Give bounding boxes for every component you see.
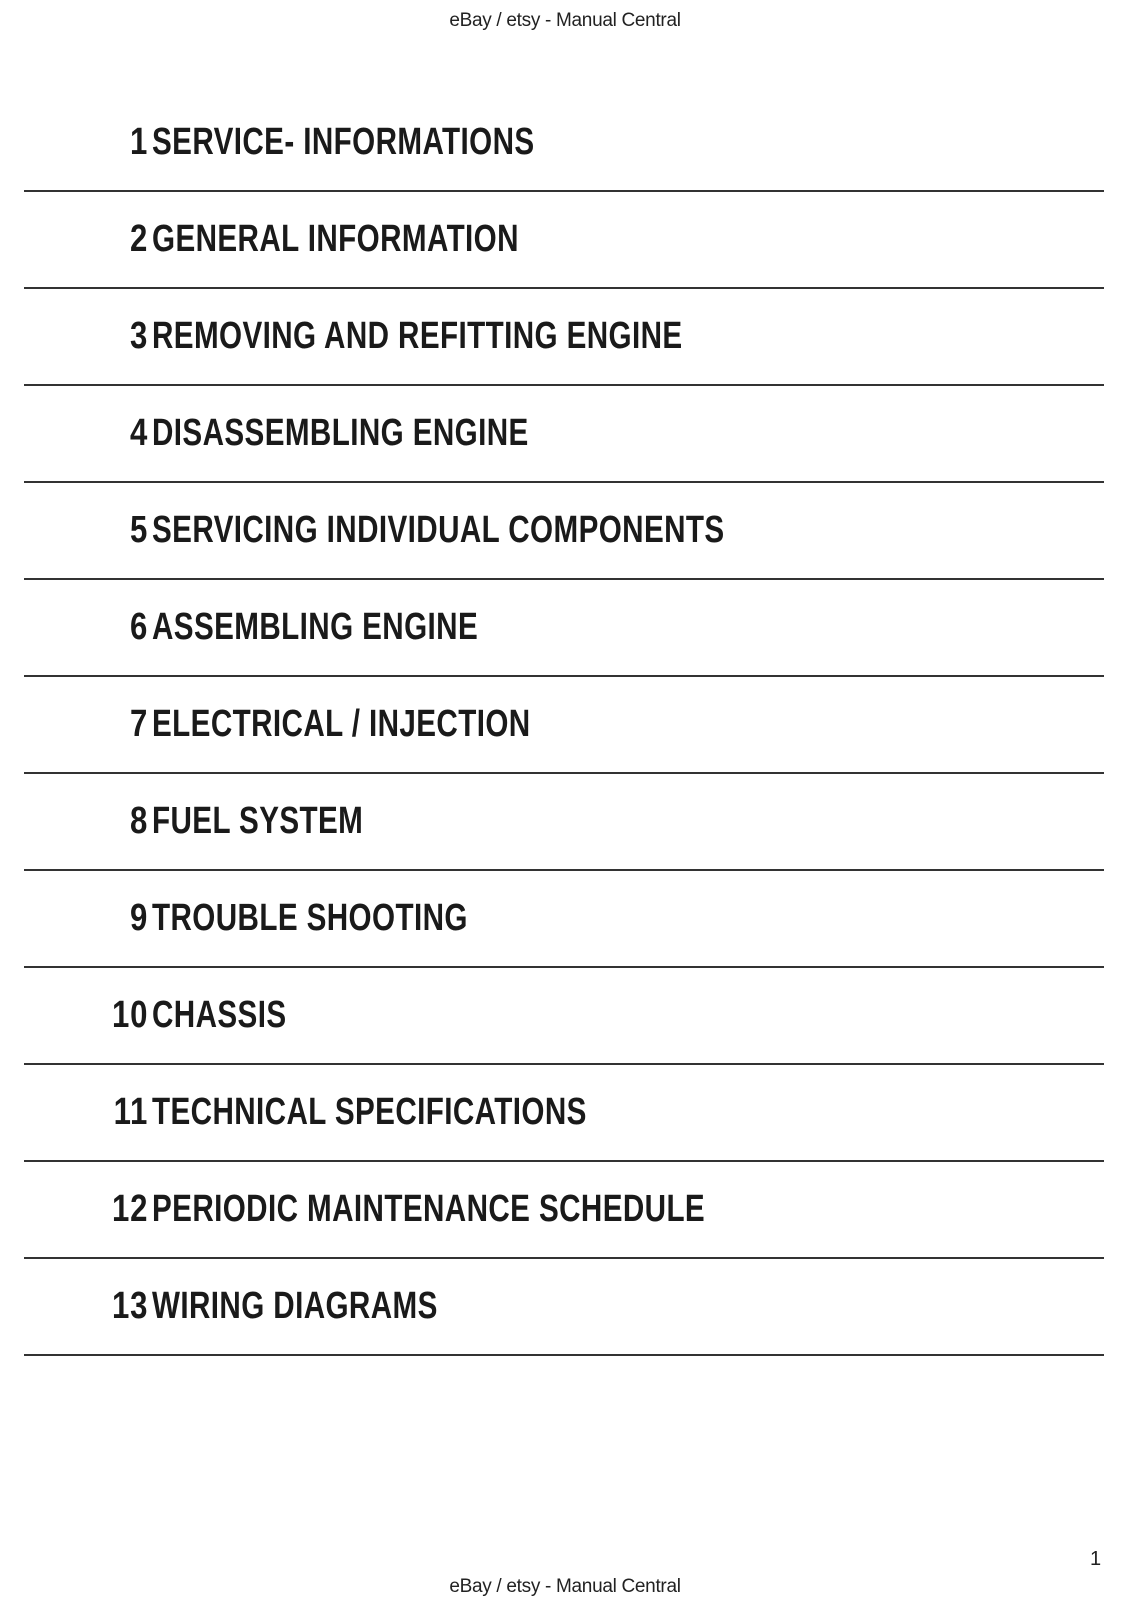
toc-item-fuel-system[interactable]: [24, 774, 1104, 871]
toc-item-number: 10: [111, 994, 148, 1036]
toc-item-title: CHASSIS: [152, 994, 287, 1036]
toc-item-trouble-shooting[interactable]: [24, 871, 1104, 968]
toc-item-chassis[interactable]: [24, 968, 1104, 1065]
toc-item-title: DISASSEMBLING ENGINE: [152, 412, 529, 454]
toc-item-technical-specifications[interactable]: [24, 1065, 1104, 1162]
toc-item-title: TROUBLE SHOOTING: [152, 897, 468, 939]
toc-item-title: ELECTRICAL / INJECTION: [152, 703, 531, 745]
toc-item-wiring-diagrams[interactable]: [24, 1259, 1104, 1356]
toc-item-number: 9: [129, 897, 148, 939]
toc-item-maintenance-schedule[interactable]: [24, 1162, 1104, 1259]
toc-item-title: ASSEMBLING ENGINE: [152, 606, 479, 648]
table-of-contents: [24, 92, 1104, 1356]
toc-item-title: SERVICE- INFORMATIONS: [152, 121, 535, 163]
toc-item-title: TECHNICAL SPECIFICATIONS: [152, 1091, 587, 1133]
toc-item-number: 2: [129, 218, 148, 260]
toc-item-servicing-components[interactable]: [24, 483, 1104, 580]
toc-item-number: 12: [111, 1188, 148, 1230]
toc-item-number: 11: [113, 1091, 148, 1133]
toc-item-electrical-injection[interactable]: [24, 677, 1104, 774]
toc-item-title: PERIODIC MAINTENANCE SCHEDULE: [152, 1188, 706, 1230]
page-number: 1: [1090, 1548, 1102, 1570]
toc-item-title: FUEL SYSTEM: [152, 800, 364, 842]
toc-item-title: REMOVING AND REFITTING ENGINE: [152, 315, 683, 357]
toc-item-title: SERVICING INDIVIDUAL COMPONENTS: [152, 509, 725, 551]
page-header: eBay / etsy - Manual Central: [449, 10, 681, 31]
toc-item-general-information[interactable]: [24, 192, 1104, 289]
toc-item-title: GENERAL INFORMATION: [152, 218, 519, 260]
toc-item-removing-refitting-engine[interactable]: [24, 289, 1104, 386]
toc-item-assembling-engine[interactable]: [24, 580, 1104, 677]
toc-item-number: 3: [129, 315, 148, 357]
toc-item-number: 5: [129, 509, 148, 551]
toc-item-number: 13: [111, 1285, 148, 1327]
toc-item-number: 1: [129, 121, 148, 163]
toc-item-number: 6: [129, 606, 148, 648]
toc-item-number: 4: [129, 412, 148, 454]
toc-item-title: WIRING DIAGRAMS: [152, 1285, 438, 1327]
toc-item-disassembling-engine[interactable]: [24, 386, 1104, 483]
toc-item-number: 7: [129, 703, 148, 745]
toc-item-service-informations[interactable]: [24, 92, 1104, 192]
toc-item-number: 8: [129, 800, 148, 842]
page-footer: eBay / etsy - Manual Central: [449, 1576, 681, 1597]
